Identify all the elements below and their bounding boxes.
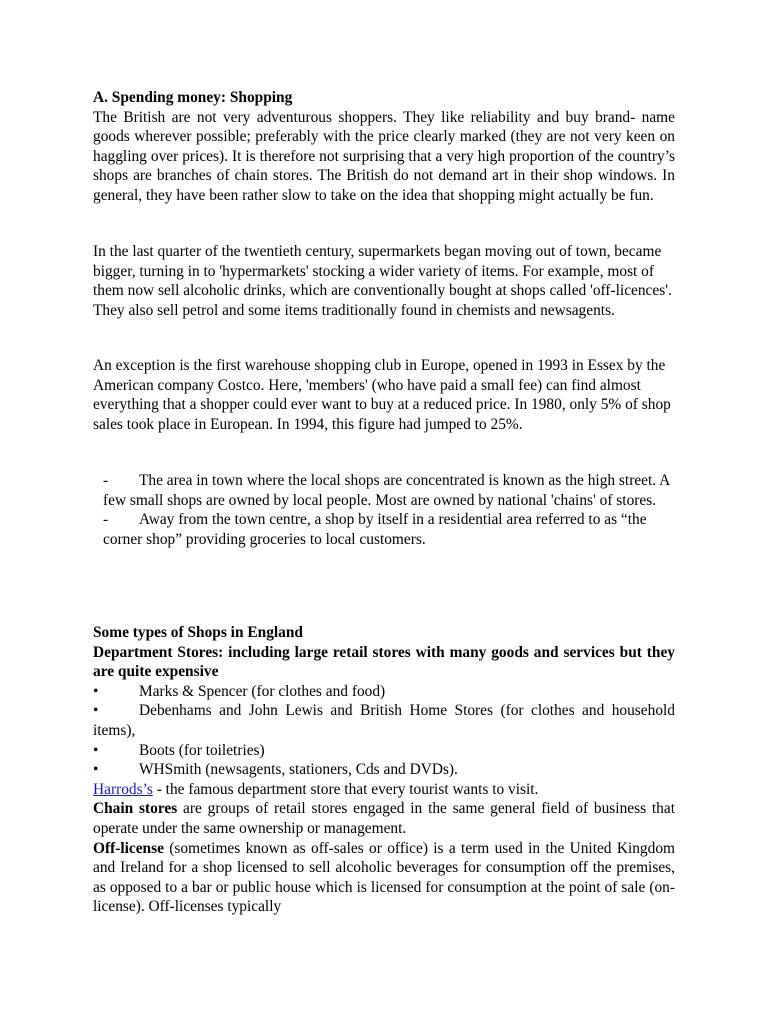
dash-list-item	[93, 471, 675, 510]
dash-list	[93, 471, 675, 549]
dash-marker: -	[103, 511, 109, 529]
bullet-text: Boots (for toiletries)	[139, 741, 265, 759]
section-a-paragraph-2-block	[93, 242, 675, 320]
bullet-text: Debenhams and John Lewis and British Home Stores (for clothes and household items),	[93, 702, 675, 739]
bullet-marker: •	[93, 682, 99, 700]
section-a-paragraph-3: An exception is the first warehouse shopping club in Europe, opened in 1993 in Essex by the American company Costco. Here, 'members' (who have paid a small fee) can find almost everything that a shopper could ever want to buy at a reduced price. In 1980, only 5% of shop sales took place in European. In 1994, this figure had jumped to 25%.	[93, 357, 671, 433]
bullet-item	[93, 760, 675, 780]
dash-list-item	[93, 510, 675, 549]
section-a	[93, 88, 675, 206]
dash-item-text: The area in town where the local shops are concentrated is known as the high street. A few small shops are owned by local people. Most are owned by national 'chains' of stores.	[103, 472, 670, 509]
chain-stores-definition: are groups of retail stores engaged in the same general field of business that operate under the same ownership or management.	[93, 800, 675, 837]
section-b	[93, 623, 675, 917]
harrods-description: - the famous department store that every tourist wants to visit.	[152, 780, 539, 798]
bullet-item	[93, 741, 675, 761]
section-a-heading: A. Spending money: Shopping	[93, 89, 293, 106]
section-a-paragraph-3-block	[93, 356, 675, 434]
bullet-marker: •	[93, 761, 99, 779]
bullet-item	[93, 682, 675, 702]
dash-marker: -	[103, 472, 109, 489]
chain-stores-paragraph	[93, 799, 675, 838]
dash-item-text: Away from the town centre, a shop by itself in a residential area referred to as “the corner shop” providing groceries to local customers.	[103, 511, 647, 548]
bullet-item	[93, 701, 675, 740]
off-license-term: Off-license	[93, 839, 164, 857]
bullet-marker: •	[93, 702, 99, 720]
bullet-marker: •	[93, 741, 99, 759]
bullet-text: Marks & Spencer (for clothes and food)	[139, 682, 386, 700]
harrods-link[interactable]: Harrods’s	[93, 780, 153, 798]
bullet-text: WHSmith (newsagents, stationers, Cds and DVDs).	[139, 761, 458, 779]
chain-stores-term: Chain stores	[93, 800, 178, 818]
section-b-heading: Some types of Shops in England	[93, 624, 303, 641]
off-license-definition: (sometimes known as off-sales or office) is a term used in the United Kingdom and Ireland for a shop licensed to sell alcoholic beverages for consumption off the premises, as opposed to a bar or public house which is licensed for consumption at the point of sale (on-license). Off-licenses typically	[93, 839, 675, 916]
section-a-paragraph-2: In the last quarter of the twentieth century, supermarkets began moving out of town, became bigger, turning in to 'hypermarkets' stocking a wider variety of items. For example, most of them now sell alcoholic drinks, which are conventionally bought at shops called 'off-licences'. They also sell petrol and some items traditionally found in chemists and newsagents.	[93, 243, 672, 319]
department-stores-heading: Department Stores: including large retail stores with many goods and services but they are quite expensive	[93, 643, 675, 681]
off-license-paragraph	[93, 839, 675, 917]
harrods-line	[93, 780, 675, 800]
section-a-paragraph-1: The British are not very adventurous shoppers. They like reliability and buy brand- name goods wherever possible; preferably with the price clearly marked (they are not very keen on haggling over prices). It is therefore not surprising that a very high proportion of the country’s shops are branches of chain stores. The British do not demand art in their shop windows. In general, they have been rather slow to take on the idea that shopping might actually be fun.	[93, 108, 675, 204]
